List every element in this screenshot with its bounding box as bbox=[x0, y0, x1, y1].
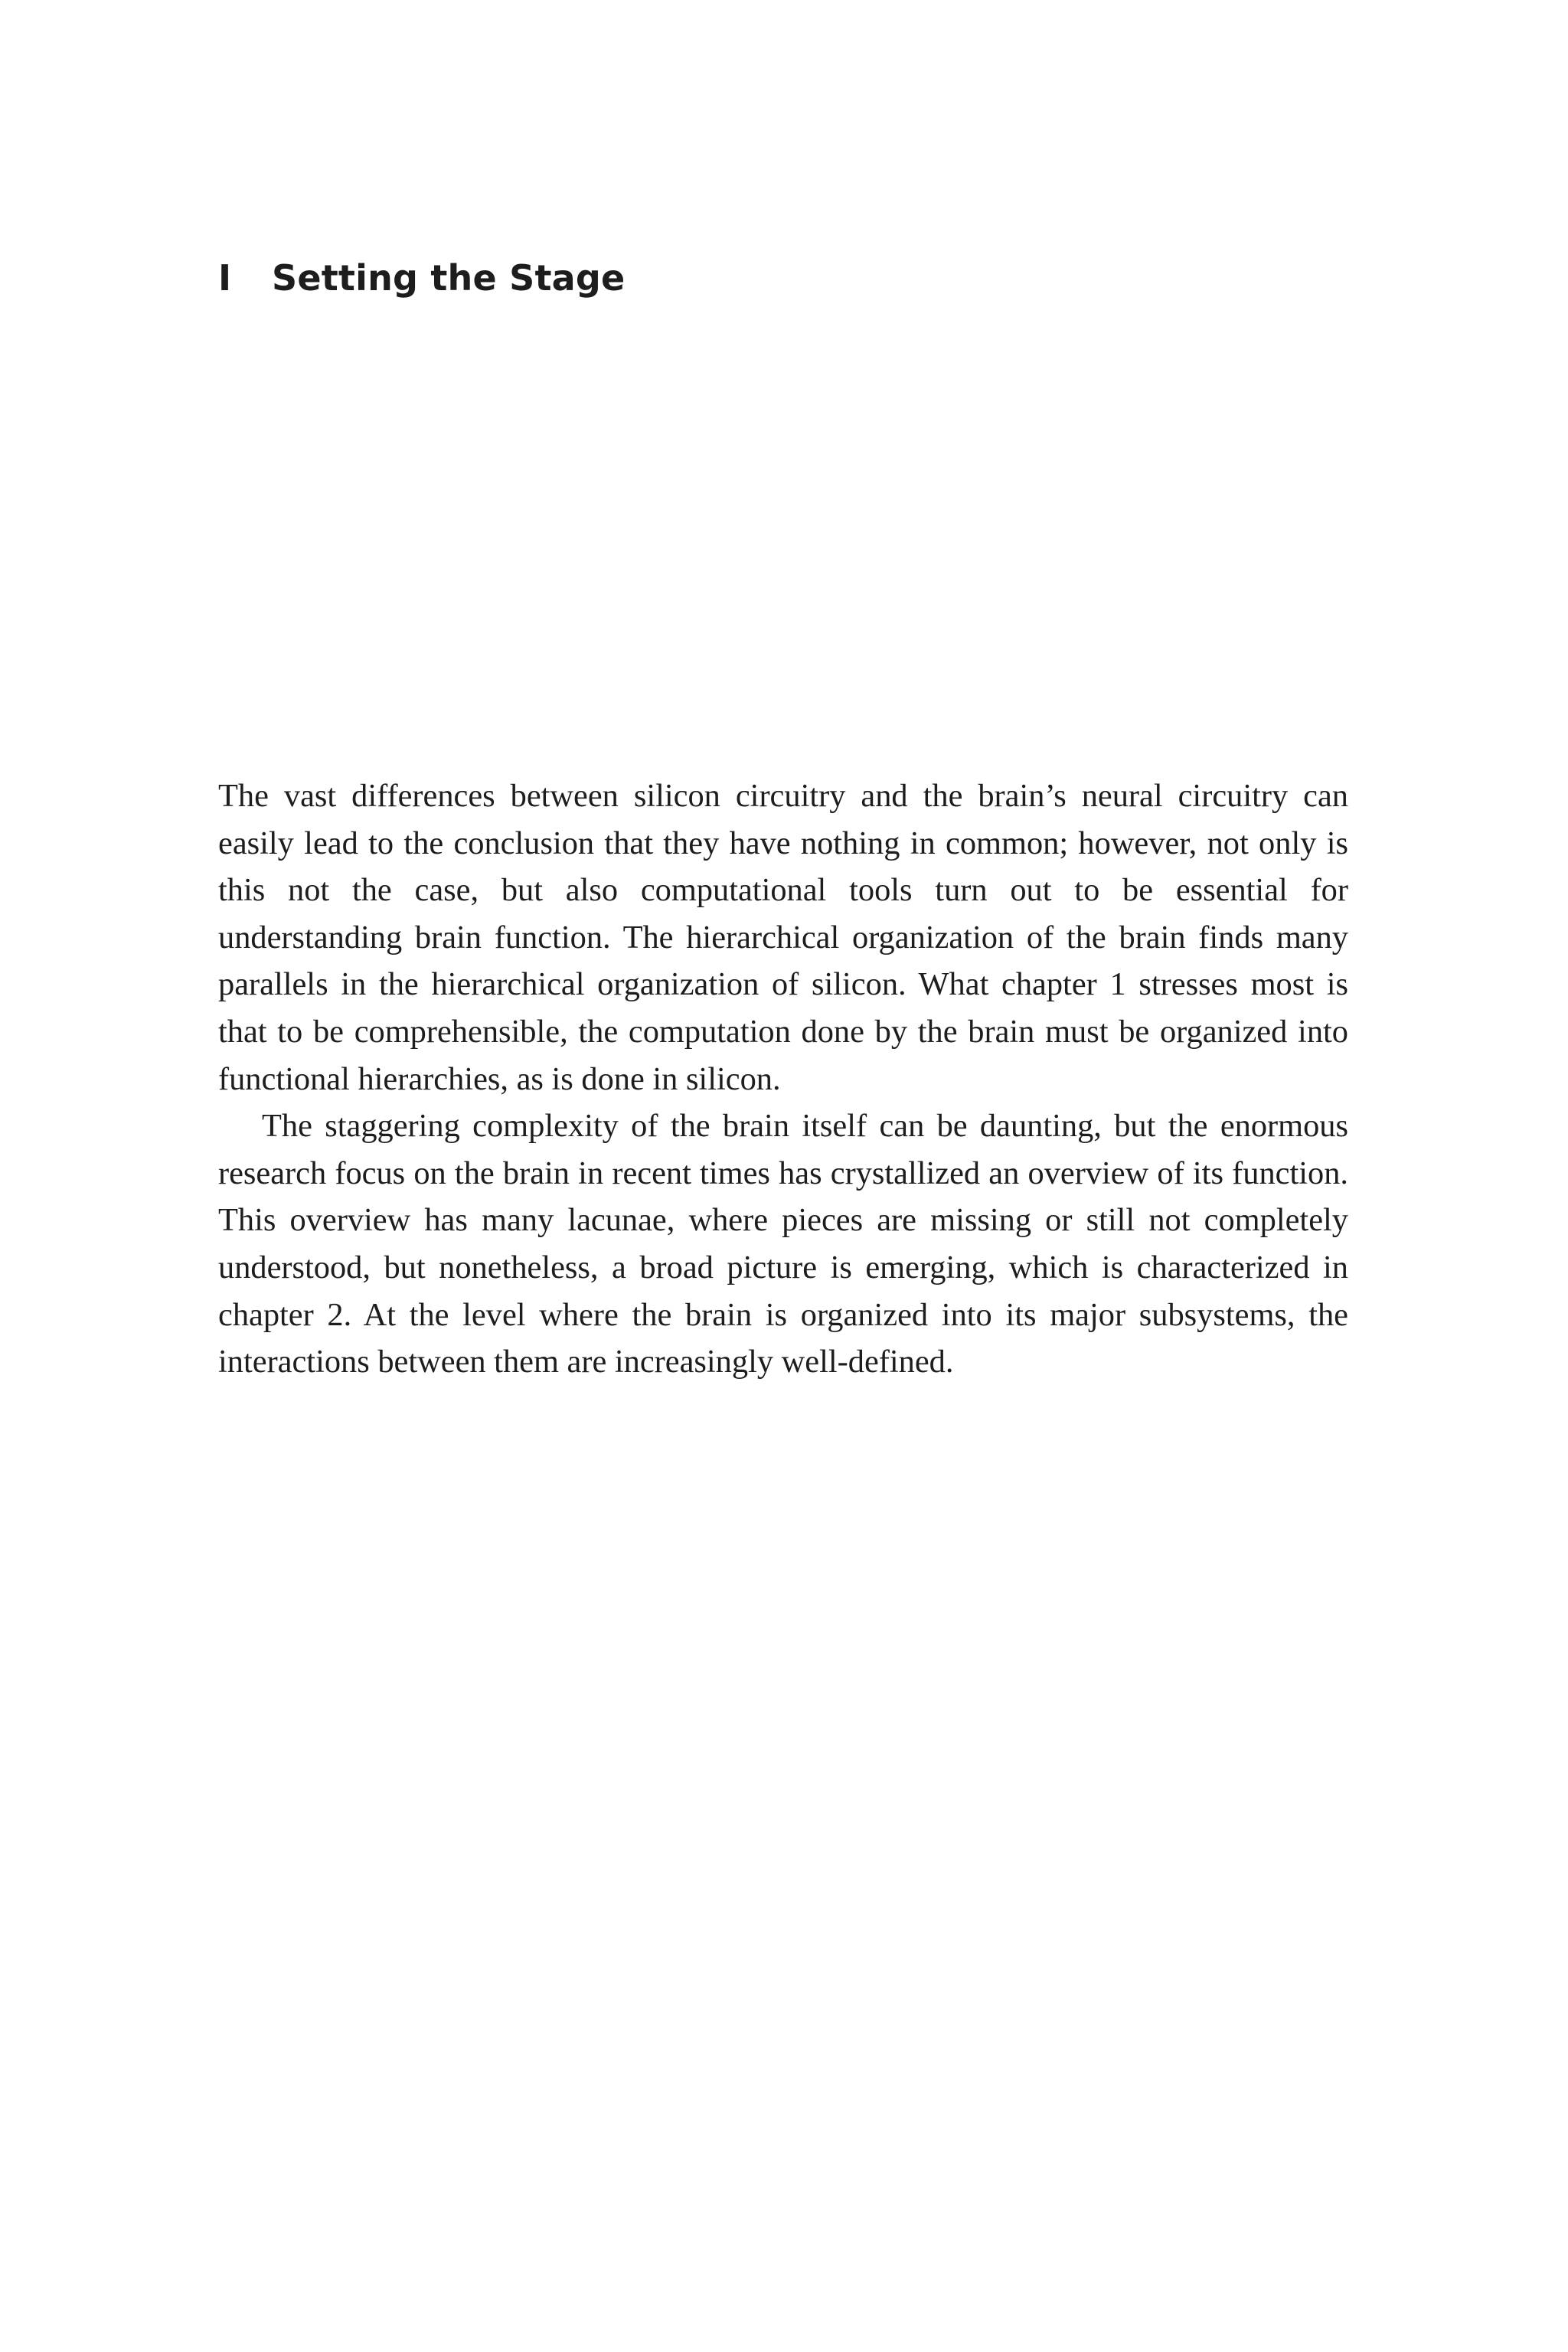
paragraph: The vast differences between silicon circuitry and the brain’s neural circuitry can easily lead to the conclusion that they have nothing in common; however, not only is this not the case, but also computational tools turn out to be essential for understanding brain function. The hierarchical organization of the brain finds many parallels in the hierarchical organization of silicon. What chapter 1 stresses most is that to be comprehensible, the computation done by the brain must be organized into functional hierarchies, as is done in silicon. bbox=[218, 778, 1348, 1097]
part-introduction bbox=[218, 773, 1348, 1386]
part-number: I bbox=[218, 257, 232, 299]
part-heading bbox=[218, 251, 625, 305]
part-title: Setting the Stage bbox=[272, 257, 626, 299]
paragraph: The staggering complexity of the brain itself can be daunting, but the enormous research focus on the brain in recent times has crystallized an overview of its function. This overview has many lacunae, where pieces are missing or still not completely understood, but nonetheless, a broad picture is emerging, which is characterized in chapter 2. At the level where the brain is organized into its major subsystems, the interactions between them are increasingly well-defined. bbox=[218, 1108, 1348, 1380]
